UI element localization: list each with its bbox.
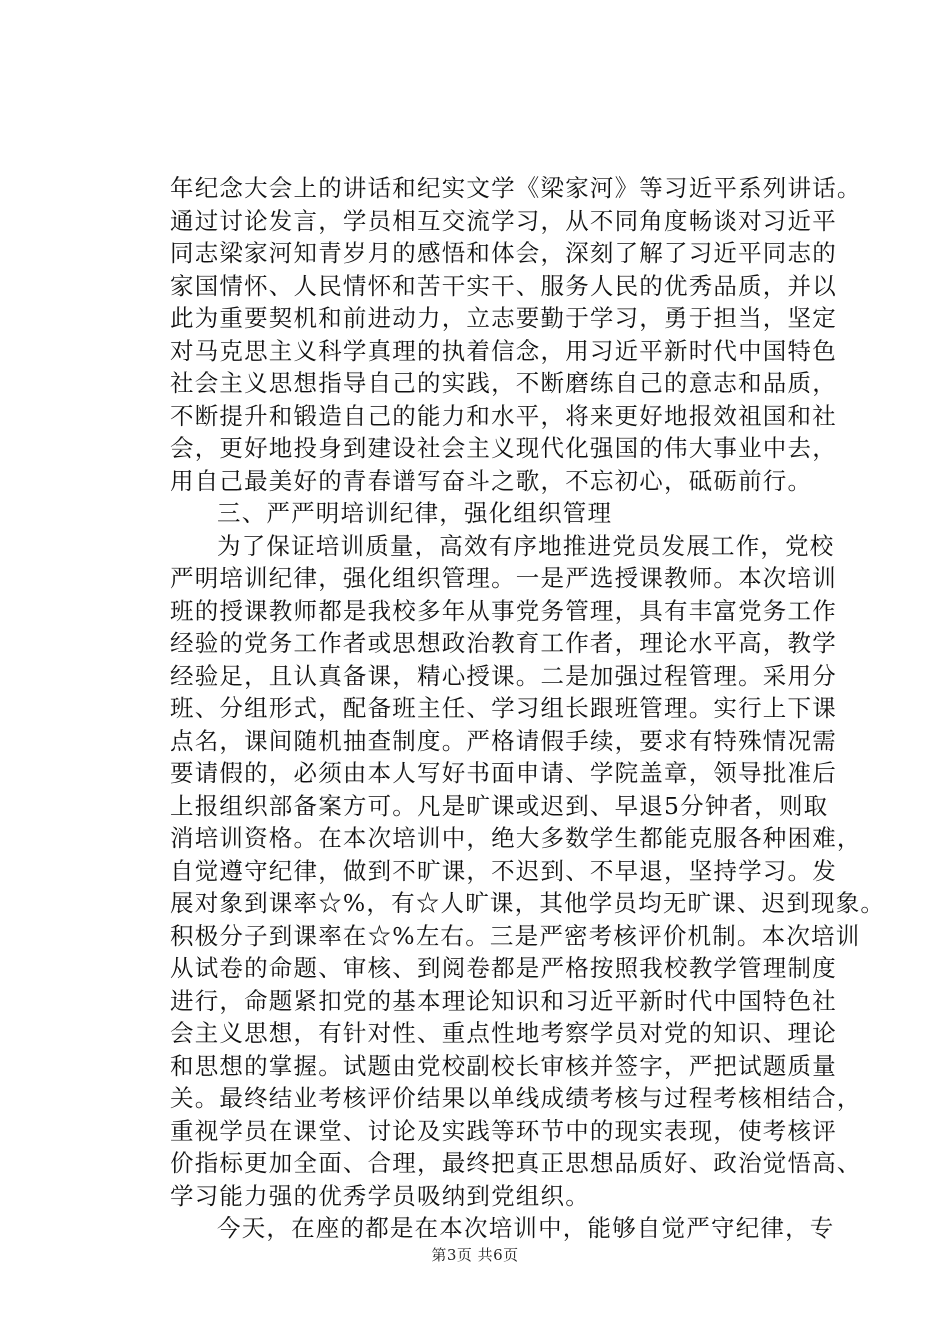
- text-line: 自觉遵守纪律，做到不旷课，不迟到、不早退，坚持学习。发: [170, 856, 837, 885]
- text-line: 会，更好地投身到建设社会主义现代化强国的伟大事业中去，: [170, 434, 837, 462]
- text-line: 此为重要契机和前进动力，立志要勤于学习，勇于担当，坚定: [170, 304, 837, 332]
- text-line: 不断提升和锻造自己的能力和水平，将来更好地报效祖国和社: [170, 401, 837, 430]
- text-line: 关。最终结业考核评价结果以单线成绩考核与过程考核相结合，: [170, 1084, 862, 1112]
- text-line: 用自己最美好的青春谱写奋斗之歌，不忘初心，砥砺前行。: [170, 466, 813, 495]
- text-line: 为了保证培训质量，高效有序地推进党员发展工作，党校: [217, 531, 835, 560]
- text-line: 展对象到课率☆%，有☆人旷课，其他学员均无旷课、迟到现象。: [170, 889, 886, 917]
- text-line: 积极分子到课率在☆%左右。三是严密考核评价机制。本次培训: [170, 921, 861, 950]
- text-line: 要请假的，必须由本人写好书面申请、学院盖章，领导批准后: [170, 759, 837, 787]
- text-line: 今天，在座的都是在本次培训中，能够自觉严守纪律，专: [217, 1214, 835, 1242]
- text-line: 经验的党务工作者或思想政治教育工作者，理论水平高，教学: [170, 629, 837, 657]
- text-line: 班、分组形式，配备班主任、学习组长跟班管理。实行上下课: [170, 694, 837, 722]
- text-line: 消培训资格。在本次培训中，绝大多数学生都能克服各种困难，: [170, 824, 862, 852]
- page-footer: 第3页 共6页: [431, 1246, 519, 1264]
- text-line: 学习能力强的优秀学员吸纳到党组织。: [170, 1181, 590, 1210]
- text-line: 点名，课间随机抽查制度。严格请假手续，要求有特殊情况需: [170, 726, 837, 755]
- text-line: 进行，命题紧扣党的基本理论知识和习近平新时代中国特色社: [170, 986, 837, 1015]
- text-line: 班的授课教师都是我校多年从事党务管理，具有丰富党务工作: [170, 596, 837, 625]
- text-line: 家国情怀、人民情怀和苦干实干、服务人民的优秀品质，并以: [170, 271, 837, 300]
- section-heading: 三、严严明培训纪律，强化组织管理: [217, 499, 613, 527]
- text-line: 会主义思想，有针对性、重点性地考察学员对党的知识、理论: [170, 1019, 837, 1047]
- text-line: 同志梁家河知青岁月的感悟和体会，深刻了解了习近平同志的: [170, 239, 837, 267]
- text-line: 严明培训纪律，强化组织管理。一是严选授课教师。本次培训: [170, 564, 837, 592]
- text-line: 上报组织部备案方可。凡是旷课或迟到、早退5分钟者，则取: [170, 791, 829, 820]
- text-line: 从试卷的命题、审核、到阅卷都是严格按照我校教学管理制度: [170, 954, 837, 982]
- text-line: 重视学员在课堂、讨论及实践等环节中的现实表现，使考核评: [170, 1116, 837, 1145]
- text-line: 价指标更加全面、合理，最终把真正思想品质好、政治觉悟高、: [170, 1149, 862, 1177]
- text-line: 年纪念大会上的讲话和纪实文学《梁家河》等习近平系列讲话。: [170, 174, 862, 202]
- document-body: [170, 172, 886, 1245]
- text-line: 通过讨论发言，学员相互交流学习，从不同角度畅谈对习近平: [170, 206, 837, 235]
- text-line: 社会主义思想指导自己的实践，不断磨练自己的意志和品质，: [170, 369, 837, 397]
- text-line: 和思想的掌握。试题由党校副校长审核并签字，严把试题质量: [170, 1051, 837, 1080]
- text-line: 对马克思主义科学真理的执着信念，用习近平新时代中国特色: [170, 336, 837, 365]
- text-line: 经验足，且认真备课，精心授课。二是加强过程管理。采用分: [170, 661, 837, 690]
